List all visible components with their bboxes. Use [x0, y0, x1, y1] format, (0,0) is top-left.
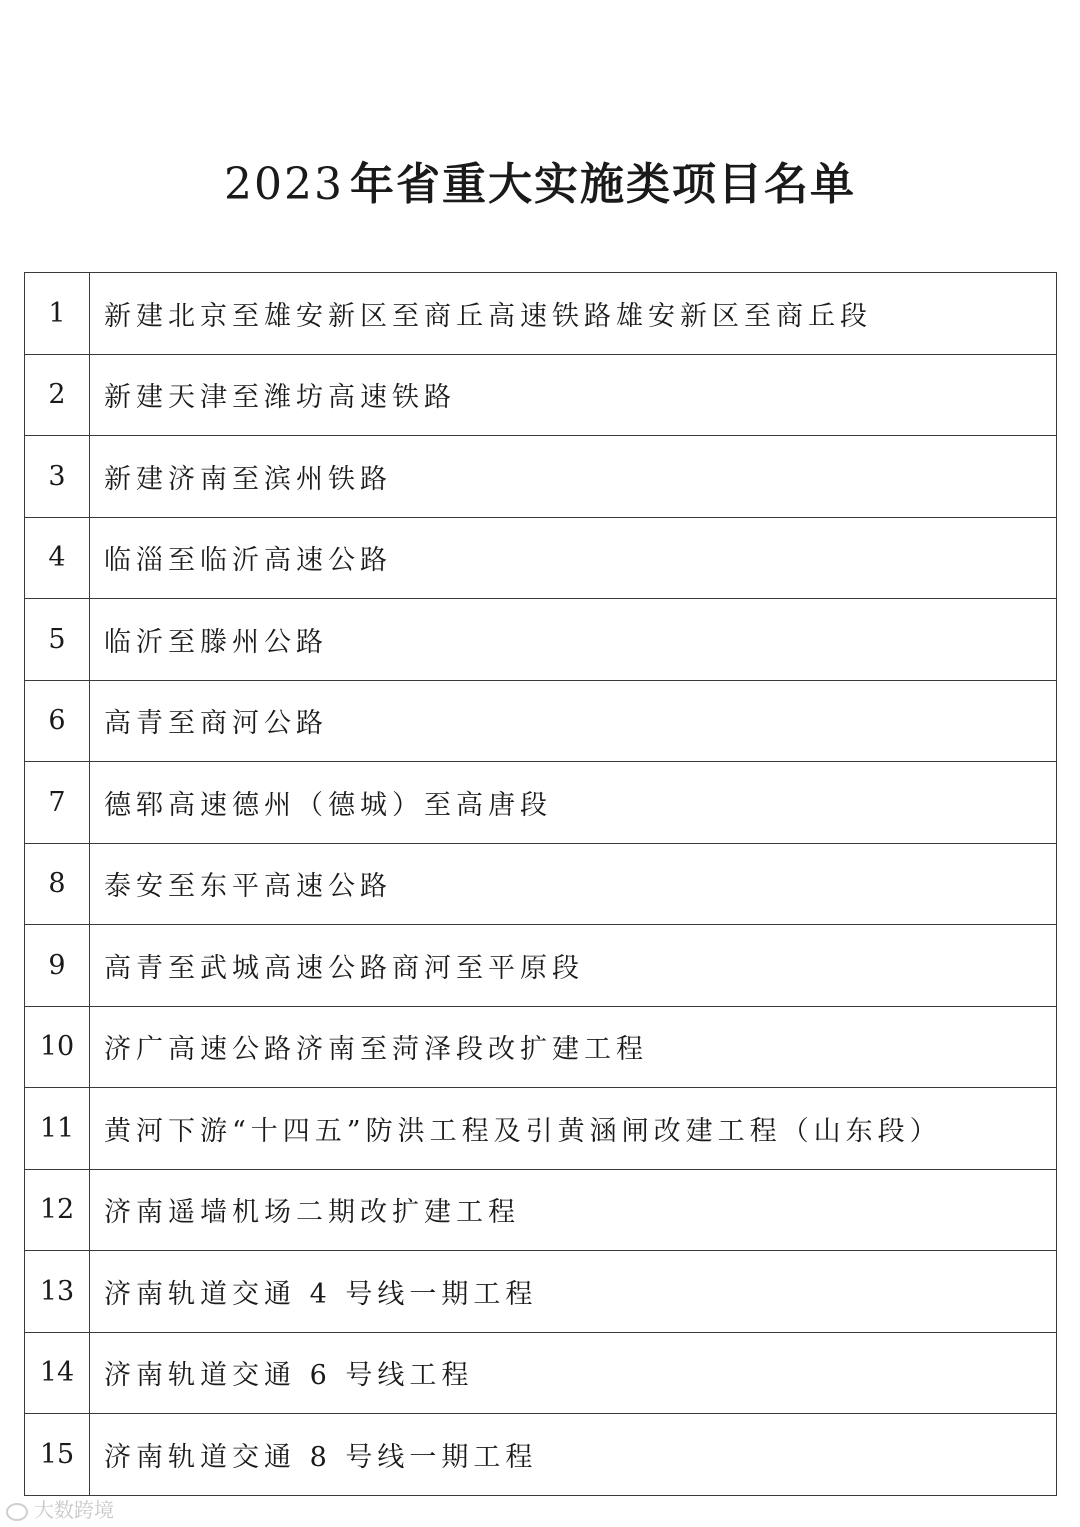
project-name: 新建济南至滨州铁路 — [90, 436, 1057, 518]
table-row — [25, 273, 1057, 355]
row-number: 9 — [25, 925, 90, 1007]
page-title — [0, 155, 1080, 215]
project-name: 新建天津至潍坊高速铁路 — [90, 354, 1057, 436]
project-name: 济南轨道交通 6 号线工程 — [90, 1332, 1057, 1414]
project-name: 泰安至东平高速公路 — [90, 843, 1057, 925]
project-name: 高青至商河公路 — [90, 680, 1057, 762]
table-row — [25, 925, 1057, 1007]
table-row — [25, 599, 1057, 681]
table-row — [25, 354, 1057, 436]
table-row — [25, 1332, 1057, 1414]
project-name: 德郓高速德州（德城）至高唐段 — [90, 762, 1057, 844]
row-number: 1 — [25, 273, 90, 355]
project-name: 临淄至临沂高速公路 — [90, 517, 1057, 599]
watermark-text: 大数跨境 — [34, 1498, 114, 1522]
table-row — [25, 436, 1057, 518]
table-row — [25, 1006, 1057, 1088]
project-name: 新建北京至雄安新区至商丘高速铁路雄安新区至商丘段 — [90, 273, 1057, 355]
title-text: 年省重大实施类项目名单 — [349, 159, 856, 210]
row-number: 6 — [25, 680, 90, 762]
watermark — [6, 1494, 114, 1523]
row-number: 15 — [25, 1414, 90, 1496]
row-number: 3 — [25, 436, 90, 518]
row-number: 12 — [25, 1169, 90, 1251]
row-number: 4 — [25, 517, 90, 599]
table-row — [25, 680, 1057, 762]
row-number: 10 — [25, 1006, 90, 1088]
row-number: 7 — [25, 762, 90, 844]
project-name: 高青至武城高速公路商河至平原段 — [90, 925, 1057, 1007]
project-name: 临沂至滕州公路 — [90, 599, 1057, 681]
row-number: 11 — [25, 1088, 90, 1170]
project-name: 黄河下游“十四五”防洪工程及引黄涵闸改建工程（山东段） — [90, 1088, 1057, 1170]
project-name: 济广高速公路济南至菏泽段改扩建工程 — [90, 1006, 1057, 1088]
title-year: 2023 — [224, 159, 344, 210]
table-row — [25, 762, 1057, 844]
project-table — [24, 272, 1057, 1496]
table-row — [25, 1251, 1057, 1333]
table-row — [25, 1088, 1057, 1170]
row-number: 2 — [25, 354, 90, 436]
table-row — [25, 1414, 1057, 1496]
project-name: 济南遥墙机场二期改扩建工程 — [90, 1169, 1057, 1251]
row-number: 5 — [25, 599, 90, 681]
row-number: 14 — [25, 1332, 90, 1414]
watermark-logo-icon — [6, 1503, 28, 1521]
table-row — [25, 843, 1057, 925]
row-number: 13 — [25, 1251, 90, 1333]
project-name: 济南轨道交通 4 号线一期工程 — [90, 1251, 1057, 1333]
project-name: 济南轨道交通 8 号线一期工程 — [90, 1414, 1057, 1496]
table-row — [25, 1169, 1057, 1251]
table-row — [25, 517, 1057, 599]
row-number: 8 — [25, 843, 90, 925]
